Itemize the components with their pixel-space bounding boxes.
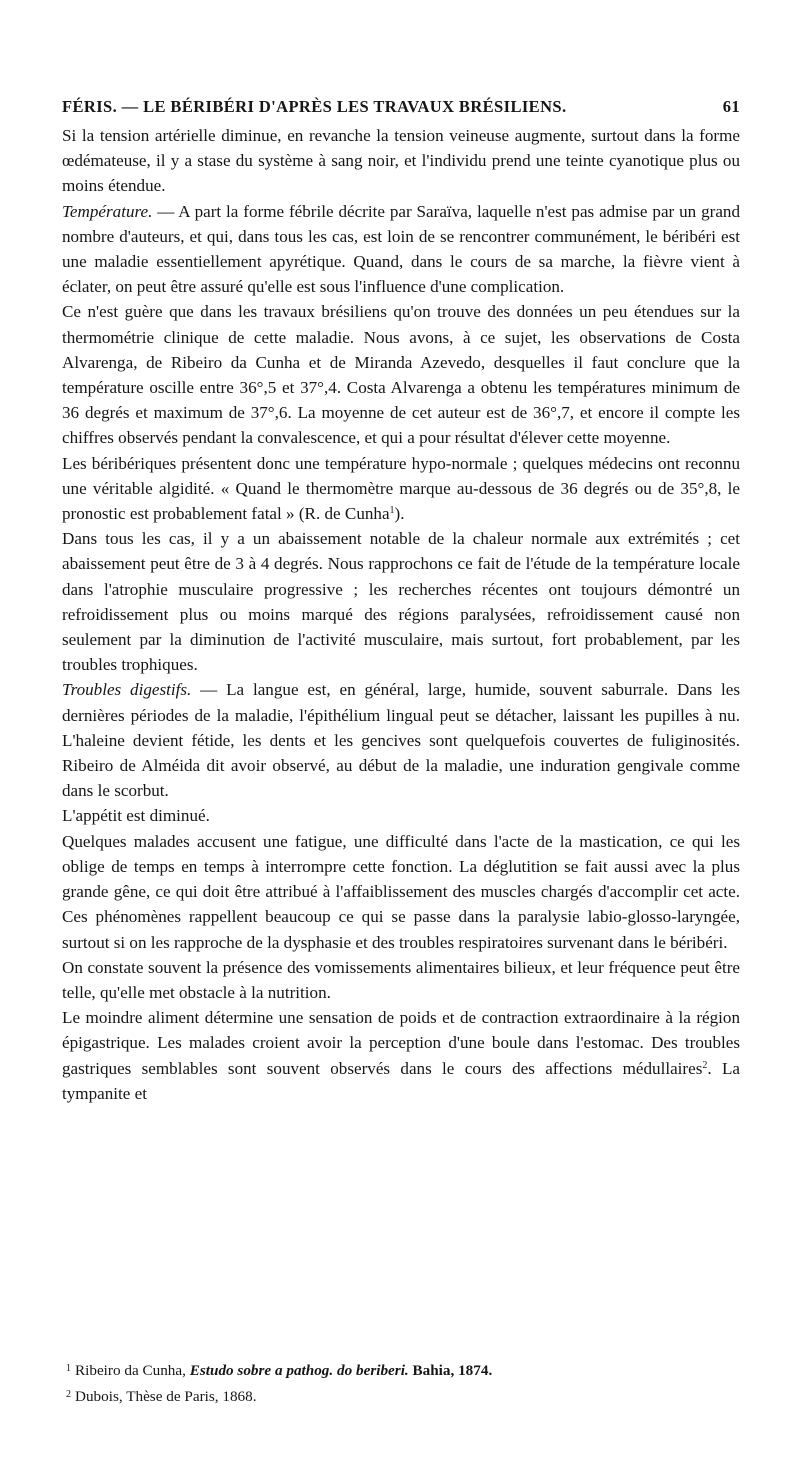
paragraph-text: — A part la forme fébrile décrite par Saraïva, laquelle n'est pas admise par un grand nombre d'auteurs, et qui, dans tous les cas, est loin de se rencontrer communément, le béribéri est une maladie essentiellement apyrétique. Quand, dans le cours de sa marche, la fièvre vient à éclater, on peut être assuré qu'elle est sous l'influence d'une complication. xyxy=(62,201,740,297)
footnote-author: Dubois, Thèse de Paris, 1868. xyxy=(75,1388,257,1405)
paragraph xyxy=(62,1005,740,1106)
running-title: FÉRIS. — LE BÉRIBÉRI D'APRÈS LES TRAVAUX BRÉSILIENS. xyxy=(62,97,567,116)
paragraph-text: Si la tension artérielle diminue, en revanche la tension veineuse augmente, surtout dans la forme œdémateuse, il y a stase du système à sang noir, et l'individu prend une teinte cyanotique plus ou moins étendue. xyxy=(62,126,740,196)
main-text xyxy=(62,123,740,1106)
paragraph-text: Dans tous les cas, il y a un abaissement notable de la chaleur normale aux extrémités ; cet abaissement peut être de 3 à 4 degrés. Nous rapprochons ce fait de l'étude de la température locale dans l'atrophie musculaire progressive ; les recherches récentes ont toujours démontré un refroidissement plus ou moins marqué des régions paralysées, refroidissement causé non seulement par la diminution de l'activité musculaire, mais surtout, fort probablement, par les troubles trophiques. xyxy=(62,529,740,675)
footnote-author: Ribeiro da Cunha, xyxy=(75,1362,190,1379)
paragraph-tail: . La tympanite et xyxy=(62,1058,740,1103)
paragraph xyxy=(62,955,740,1005)
footnote-mark: 1 xyxy=(66,1363,71,1374)
footnote-mark: 2 xyxy=(66,1389,71,1400)
footnote-ref: 2 xyxy=(702,1059,708,1071)
paragraph xyxy=(62,526,740,677)
paragraph-text: — La langue est, en général, large, humide, souvent saburrale. Dans les dernières périodes de la maladie, l'épithélium lingual peut se détacher, laissant les pupilles à nu. L'haleine devient fétide, les dents et les gencives sont quelquefois couvertes de fuliginosités. Ribeiro de Alméida dit avoir observé, au début de la maladie, une induration gengivale comme dans le scorbut. xyxy=(62,680,740,801)
paragraph-text: Le moindre aliment détermine une sensation de poids et de contraction extraordinaire à la région épigastrique. Les malades croient avoir la perception d'une boule dans l'estomac. Des troubles gastriques semblables sont souvent observés dans le cours des affections médullaires xyxy=(62,1008,740,1078)
footnote-title: Estudo sobre a pathog. do beriberi. xyxy=(189,1362,409,1379)
section-heading-temperature: Température. xyxy=(62,201,153,221)
running-header xyxy=(62,97,740,121)
paragraph-tail: ). xyxy=(394,504,405,524)
paragraph xyxy=(62,451,740,527)
paragraph xyxy=(62,299,740,450)
paragraph-text: L'appétit est diminué. xyxy=(62,806,210,826)
footnote xyxy=(62,1383,740,1409)
paragraph xyxy=(62,803,740,828)
paragraph-text: Les béribériques présentent donc une température hypo-normale ; quelques médecins ont reconnu une véritable algidité. « Quand le thermomètre marque au-dessous de 36 degrés ou de 35°,8, le pronostic est probablement fatal » (R. de Cunha xyxy=(62,453,740,524)
footnotes xyxy=(62,1357,740,1409)
page-number: 61 xyxy=(722,97,740,116)
paragraph-text: Ce n'est guère que dans les travaux brésiliens qu'on trouve des données un peu étendues sur la thermométrie clinique de cette maladie. Nous avons, à ce sujet, les observations de Costa Alvarenga, de Ribeiro da Cunha et de Miranda Azevedo, desquelles il faut conclure que la température oscille entre 36°,5 et 37°,4. Costa Alvarenga a obtenu les températures minimum de 36 degrés et maximum de 37°,6. La moyenne de cet auteur est de 36°,7, et encore il compte les chiffres observés pendant la convalescence, et qui a pour résultat d'élever cette moyenne. xyxy=(62,302,740,448)
paragraph-text: Quelques malades accusent une fatigue, une difficulté dans l'acte de la mastication, ce qui les oblige de temps en temps à interrompre cette fonction. La déglutition se fait aussi avec la plus grande gêne, ce qui doit être attribué à l'affaiblissement des muscles chargés d'accomplir cet acte. Ces phénomènes rappellent beaucoup ce qui se passe dans la paralysie labio-glosso-laryngée, surtout si on les rapproche de la dysphasie et des troubles respiratoires survenant dans le béribéri. xyxy=(62,831,740,952)
paragraph xyxy=(62,677,740,803)
paragraph xyxy=(62,123,740,199)
paragraph xyxy=(62,199,740,300)
footnote-rest: Bahia, 1874. xyxy=(408,1362,493,1379)
paragraph-text: On constate souvent la présence des vomissements alimentaires bilieux, et leur fréquence peut être telle, qu'elle met obstacle à la nutrition. xyxy=(62,957,740,1002)
footnote xyxy=(62,1357,740,1383)
footnote-ref: 1 xyxy=(389,505,395,517)
paragraph xyxy=(62,829,740,955)
section-heading-digestifs: Troubles digestifs. xyxy=(62,680,192,700)
